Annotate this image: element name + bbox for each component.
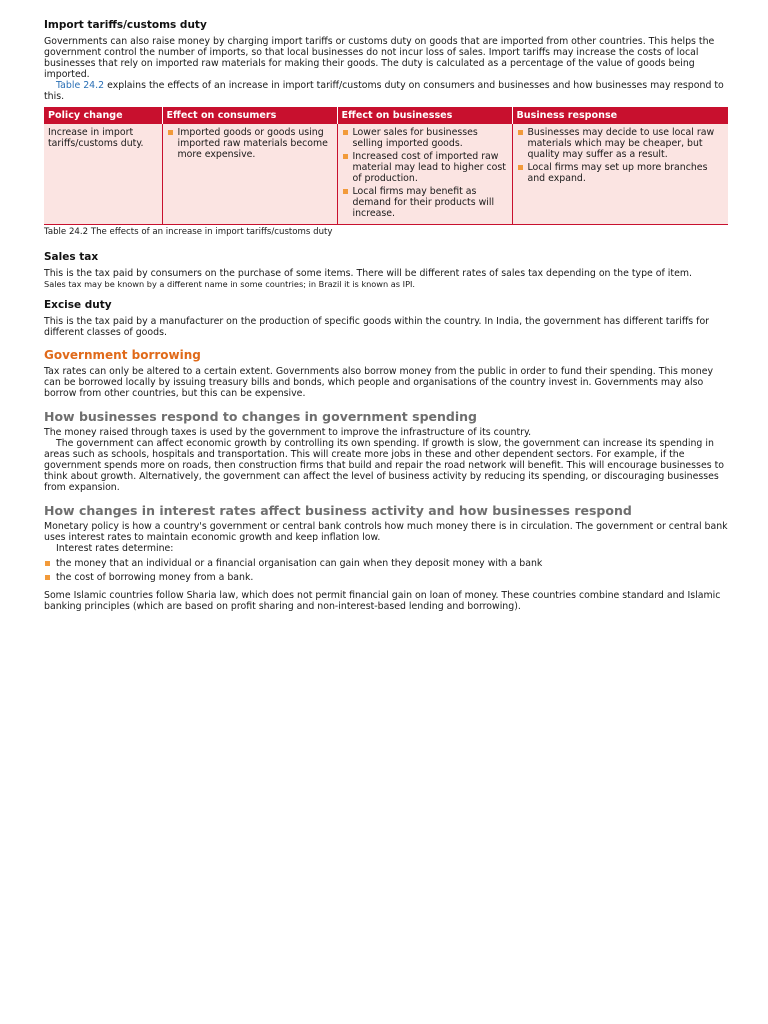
table-row — [44, 124, 728, 225]
sales-tax-paragraph: This is the tax paid by consumers on the purchase of some items. There will be different rates of sales tax depending on the type of item. — [44, 268, 692, 279]
header-policy-change: Policy change — [44, 107, 162, 124]
business-response-item: Local firms may set up more branches and expand. — [517, 162, 725, 184]
interest-rates-paragraph-2: Interest rates determine: — [56, 543, 174, 554]
government-borrowing-heading: Government borrowing — [44, 348, 201, 362]
sales-tax-note: Sales tax may be known by a different name in some countries; in Brazil it is known as IPI. — [44, 279, 416, 289]
cell-policy-change: Increase in import tariffs/customs duty. — [44, 124, 162, 225]
cell-businesses — [337, 124, 512, 225]
effects-table — [44, 107, 728, 225]
business-effect-item: Increased cost of imported raw material may lead to higher cost of production. — [342, 151, 508, 184]
interest-rates-heading: How changes in interest rates affect business activity and how businesses respond — [44, 503, 632, 518]
government-borrowing-paragraph: Tax rates can only be altered to a certain extent. Governments also borrow money from the public in order to fund their spending. This money can be borrowed locally by issuing treasury bills and bonds, which people and organisations of the country invest in. Governments may also borrow from other countries, but this can be expensive. — [44, 366, 714, 399]
table-24-2-link[interactable]: Table 24.2 — [56, 80, 105, 91]
header-effect-on-businesses: Effect on businesses — [337, 107, 512, 124]
header-business-response: Business response — [512, 107, 728, 124]
business-response-item: Businesses may decide to use local raw materials which may be cheaper, but quality may suffer as a result. — [517, 127, 725, 160]
government-spending-paragraph-2: The government can affect economic growth by controlling its own spending. If growth is slow, the government can increase its spending in areas such as schools, hospitals and transportation. This will create more jobs in these and other dependent sectors. For example, if the government spends more on roads, then construction firms that build and repair the road network will benefit. This will encourage businesses to think about growth. Alternatively, the government can affect the level of business activity by reducing its spending, or discouraging businesses from expansion. — [44, 438, 724, 493]
table-caption: Table 24.2 The effects of an increase in import tariffs/customs duty — [44, 227, 333, 237]
table-reference-text: explains the effects of an increase in import tariff/customs duty on consumers and businesses and how businesses may respond to this. — [44, 80, 724, 102]
islamic-banking-paragraph: Some Islamic countries follow Sharia law, which does not permit financial gain on loan of money. These countries combine standard and Islamic banking principles (which are based on profit sharing and non-interest-based lending and borrowing). — [44, 590, 721, 612]
government-spending-paragraph-1: The money raised through taxes is used by the government to improve the infrastructure of its country. — [44, 427, 532, 438]
cell-response — [512, 124, 728, 225]
document-page — [44, 19, 730, 612]
list-item: the money that an individual or a financial organisation can gain when they deposit money with a bank — [44, 558, 730, 569]
consumer-effect-item: Imported goods or goods using imported raw materials become more expensive. — [167, 127, 333, 160]
excise-duty-heading: Excise duty — [44, 299, 112, 311]
table-header-row — [44, 107, 728, 124]
import-tariffs-paragraph: Governments can also raise money by charging import tariffs or customs duty on goods that are imported from other countries. This helps the government control the number of imports, so that local businesses do not incur loss of sales. Import tariffs may increase the costs of local businesses that rely on imported raw materials for making their goods. The duty is calculated as a percentage of the value of goods being imported. — [44, 36, 715, 80]
import-tariffs-heading: Import tariffs/customs duty — [44, 19, 207, 31]
government-spending-heading: How businesses respond to changes in government spending — [44, 409, 477, 424]
cell-consumers — [162, 124, 337, 225]
sales-tax-heading: Sales tax — [44, 251, 99, 263]
list-item: the cost of borrowing money from a bank. — [44, 572, 730, 583]
table-reference-paragraph — [44, 80, 730, 102]
business-effect-item: Local firms may benefit as demand for their products will increase. — [342, 186, 508, 219]
excise-duty-paragraph: This is the tax paid by a manufacturer on the production of specific goods within the country. In India, the government has different tariffs for different classes of goods. — [44, 316, 710, 338]
header-effect-on-consumers: Effect on consumers — [162, 107, 337, 124]
business-effect-item: Lower sales for businesses selling imported goods. — [342, 127, 508, 149]
interest-rates-paragraph-1: Monetary policy is how a country's government or central bank controls how much money there is in circulation. The government or central bank uses interest rates to maintain economic growth and keep inflation low. — [44, 521, 728, 543]
interest-rates-list — [44, 558, 730, 583]
